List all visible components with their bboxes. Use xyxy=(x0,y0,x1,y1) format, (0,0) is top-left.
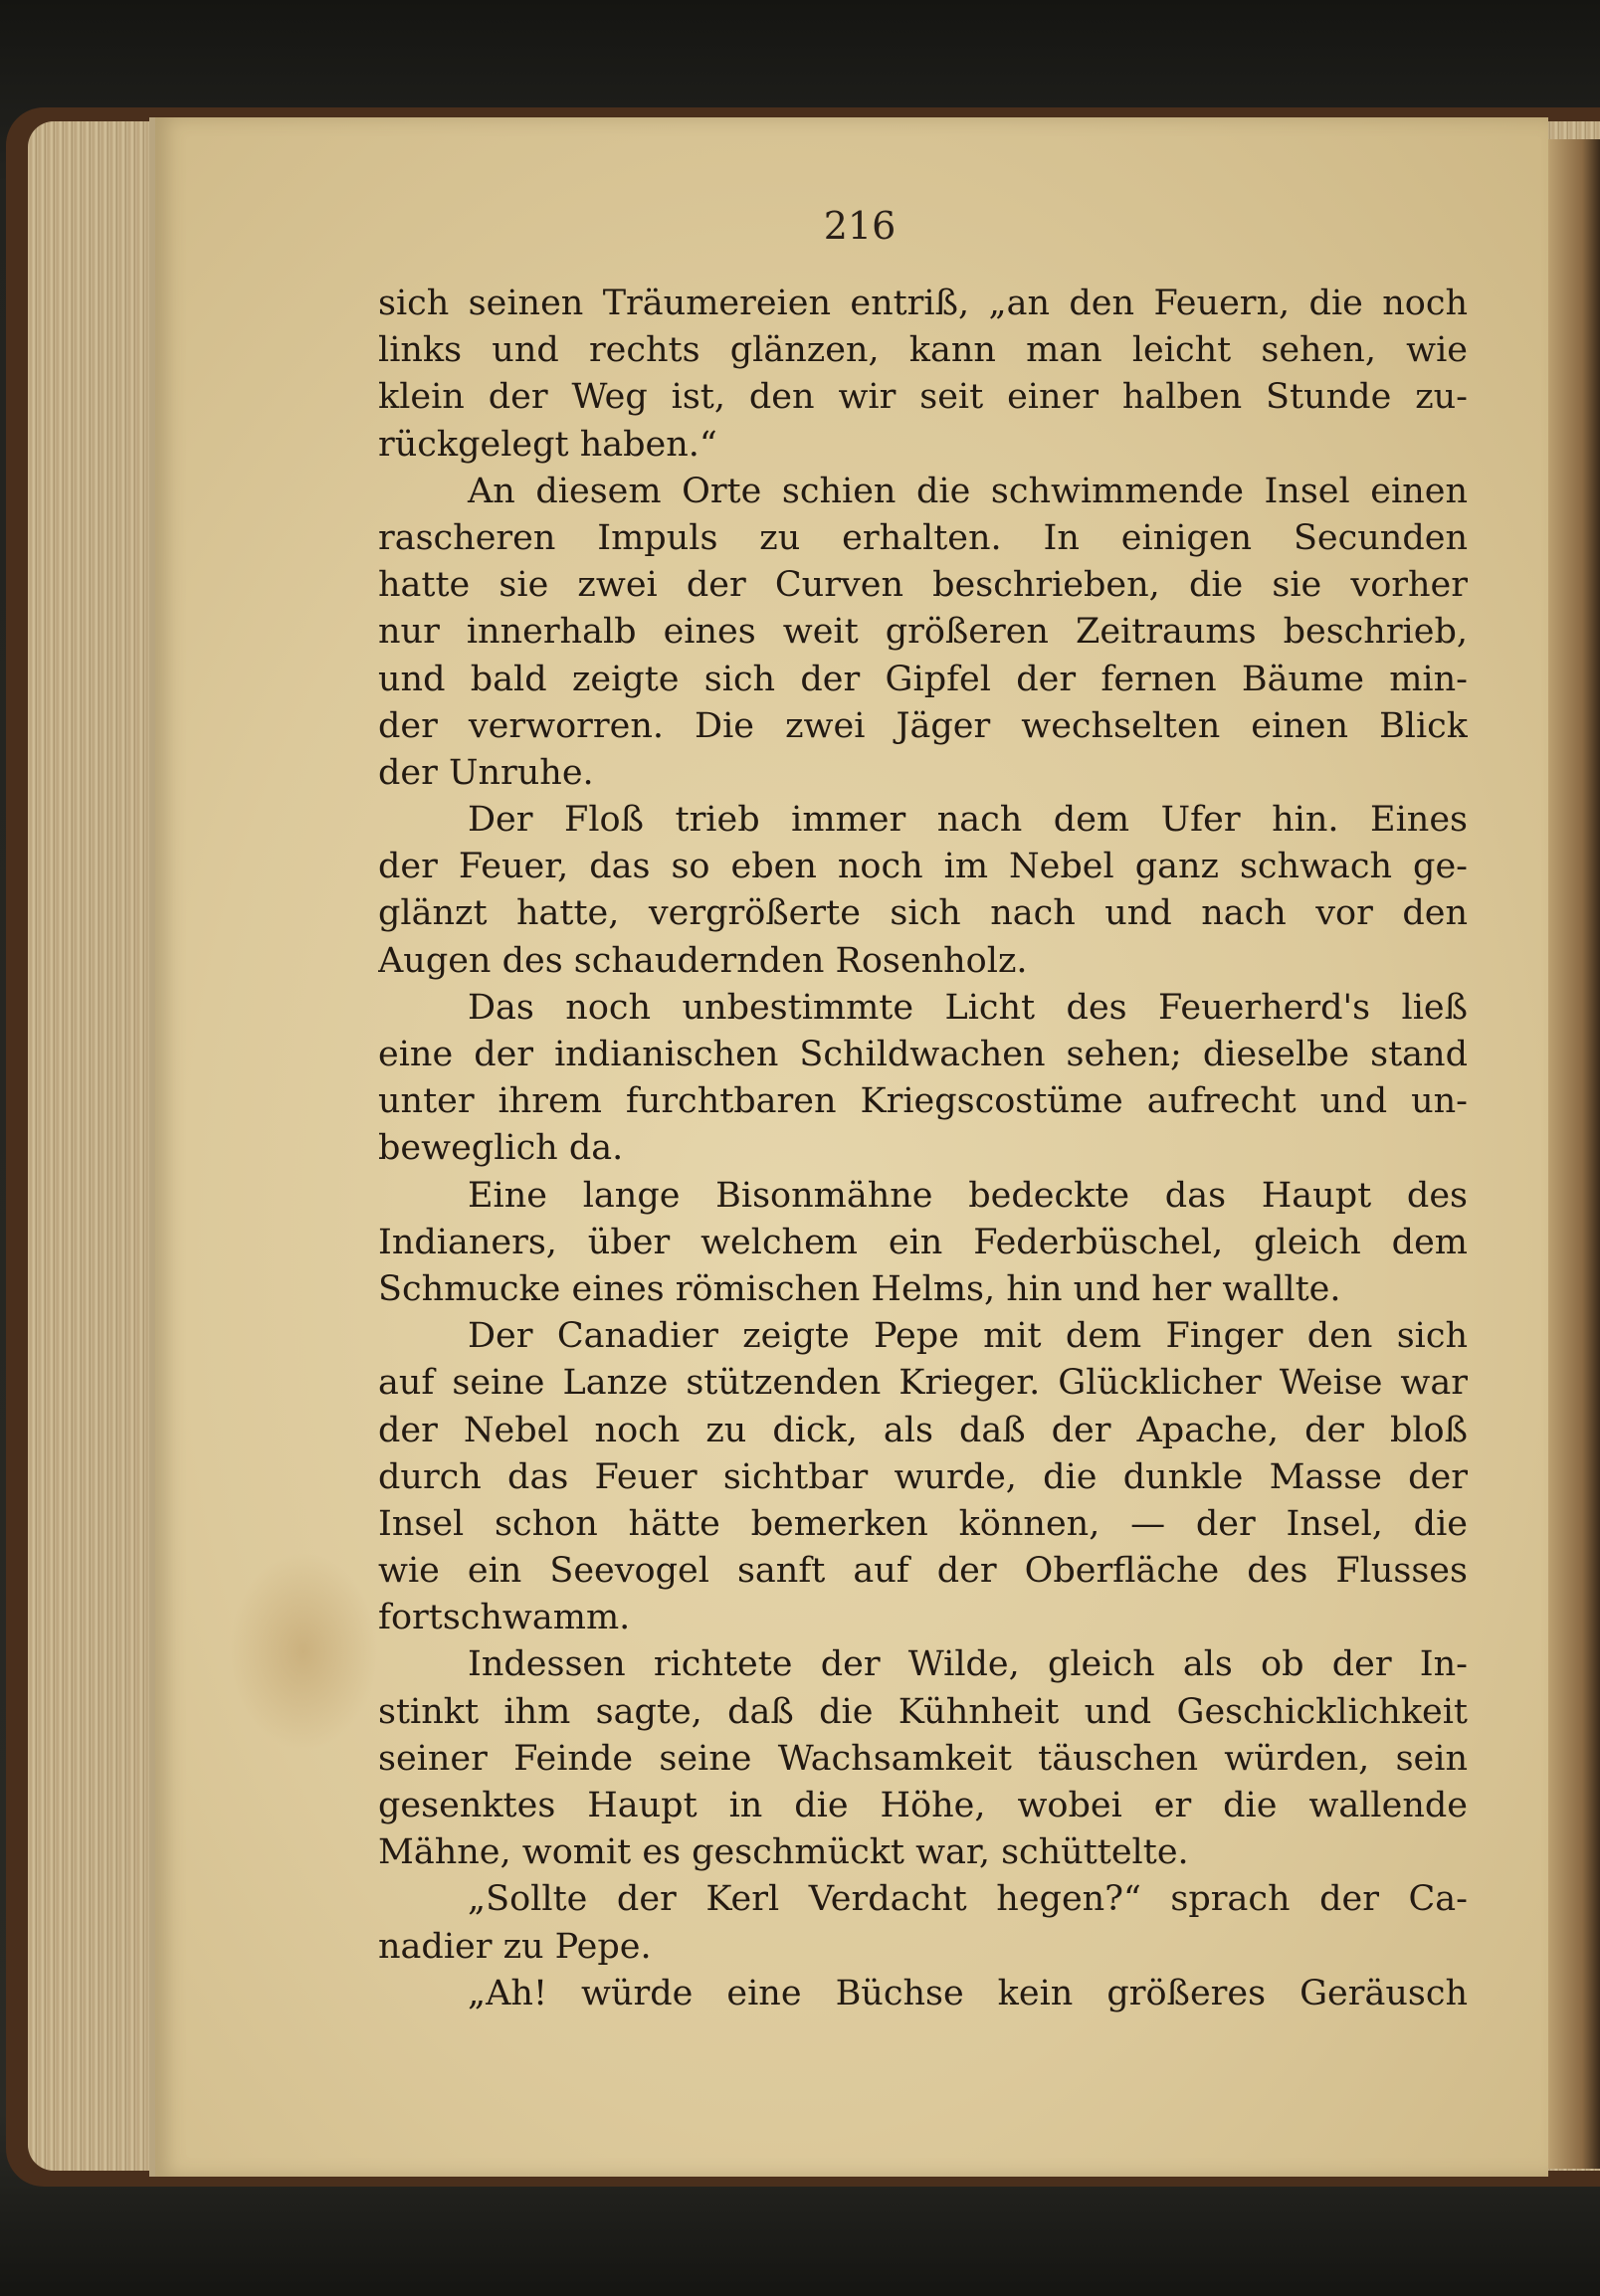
text-line: und bald zeigte sich der Gipfel der fernen Bäume min- xyxy=(378,659,1468,699)
text-line: Schmucke eines römischen Helms, hin und her wallte. xyxy=(378,1268,1341,1309)
text-line: Indianers, über welchem ein Federbüschel, gleich dem xyxy=(378,1222,1468,1262)
text-line: der Feuer, das so eben noch im Nebel ganz schwach ge- xyxy=(378,847,1468,887)
page-number: 216 xyxy=(823,204,897,248)
text-line: Indessen richtete der Wilde, gleich als ob der In- xyxy=(468,1644,1468,1685)
text-line: klein der Weg ist, den wir seit einer halben Stunde zu- xyxy=(378,377,1468,418)
text-line: rückgelegt haben.“ xyxy=(378,424,717,465)
text-line: nur innerhalb eines weit größeren Zeitraums beschrieb, xyxy=(378,612,1468,653)
text-line: Das noch unbestimmte Licht des Feuerherd's ließ xyxy=(468,987,1468,1028)
text-line: rascheren Impuls zu erhalten. In einigen Secunden xyxy=(378,517,1468,558)
text-line: Mähne, womit es geschmückt war, schüttelte. xyxy=(378,1832,1189,1873)
text-line: „Ah! würde eine Büchse kein größeres Geräusch xyxy=(468,1973,1468,2013)
text-line: der verworren. Die zwei Jäger wechselten einen Blick xyxy=(378,705,1468,746)
page-text xyxy=(378,281,1468,2017)
text-line: links und rechts glänzen, kann man leicht sehen, wie xyxy=(378,330,1468,371)
text-line: seiner Feinde seine Wachsamkeit täuschen würden, sein xyxy=(378,1738,1468,1779)
text-line: durch das Feuer sichtbar wurde, die dunkle Masse der xyxy=(378,1456,1468,1497)
text-line: wie ein Seevogel sanft auf der Oberfläche des Flusses xyxy=(378,1551,1468,1592)
text-line: An diesem Orte schien die schwimmende Insel einen xyxy=(468,471,1468,511)
text-line: der Unruhe. xyxy=(378,752,594,793)
text-line: Der Canadier zeigte Pepe mit dem Finger den sich xyxy=(468,1316,1468,1357)
text-line: sich seinen Träumereien entriß, „an den Feuern, die noch xyxy=(378,284,1468,323)
paper-stain xyxy=(229,1552,378,1751)
text-line: fortschwamm. xyxy=(378,1598,631,1638)
text-line: Eine lange Bisonmähne bedeckte das Haupt des xyxy=(468,1175,1468,1216)
text-line: stinkt ihm sagte, daß die Kühnheit und Geschicklichkeit xyxy=(378,1691,1468,1732)
text-line: der Nebel noch zu dick, als daß der Apache, der bloß xyxy=(378,1410,1468,1450)
text-line: eine der indianischen Schildwachen sehen; dieselbe stand xyxy=(378,1035,1468,1074)
text-line: auf seine Lanze stützenden Krieger. Glücklicher Weise war xyxy=(378,1363,1468,1404)
text-line: glänzt hatte, vergrößerte sich nach und nach vor den xyxy=(378,893,1468,934)
text-line: „Sollte der Kerl Verdacht hegen?“ sprach der Ca- xyxy=(468,1879,1468,1920)
text-line: hatte sie zwei der Curven beschrieben, die sie vorher xyxy=(378,565,1468,606)
text-line: Insel schon hätte bemerken können, — der Insel, die xyxy=(378,1503,1468,1544)
book-gutter xyxy=(1540,139,1600,2169)
text-line: Augen des schaudernden Rosenholz. xyxy=(378,940,1028,981)
text-line: gesenktes Haupt in die Höhe, wobei er die wallende xyxy=(378,1786,1468,1825)
text-line: Der Floß trieb immer nach dem Ufer hin. Eines xyxy=(468,800,1468,841)
text-line: beweglich da. xyxy=(378,1128,624,1169)
text-line: unter ihrem furchtbaren Kriegscostüme aufrecht und un- xyxy=(378,1081,1468,1122)
text-line: nadier zu Pepe. xyxy=(378,1926,652,1967)
